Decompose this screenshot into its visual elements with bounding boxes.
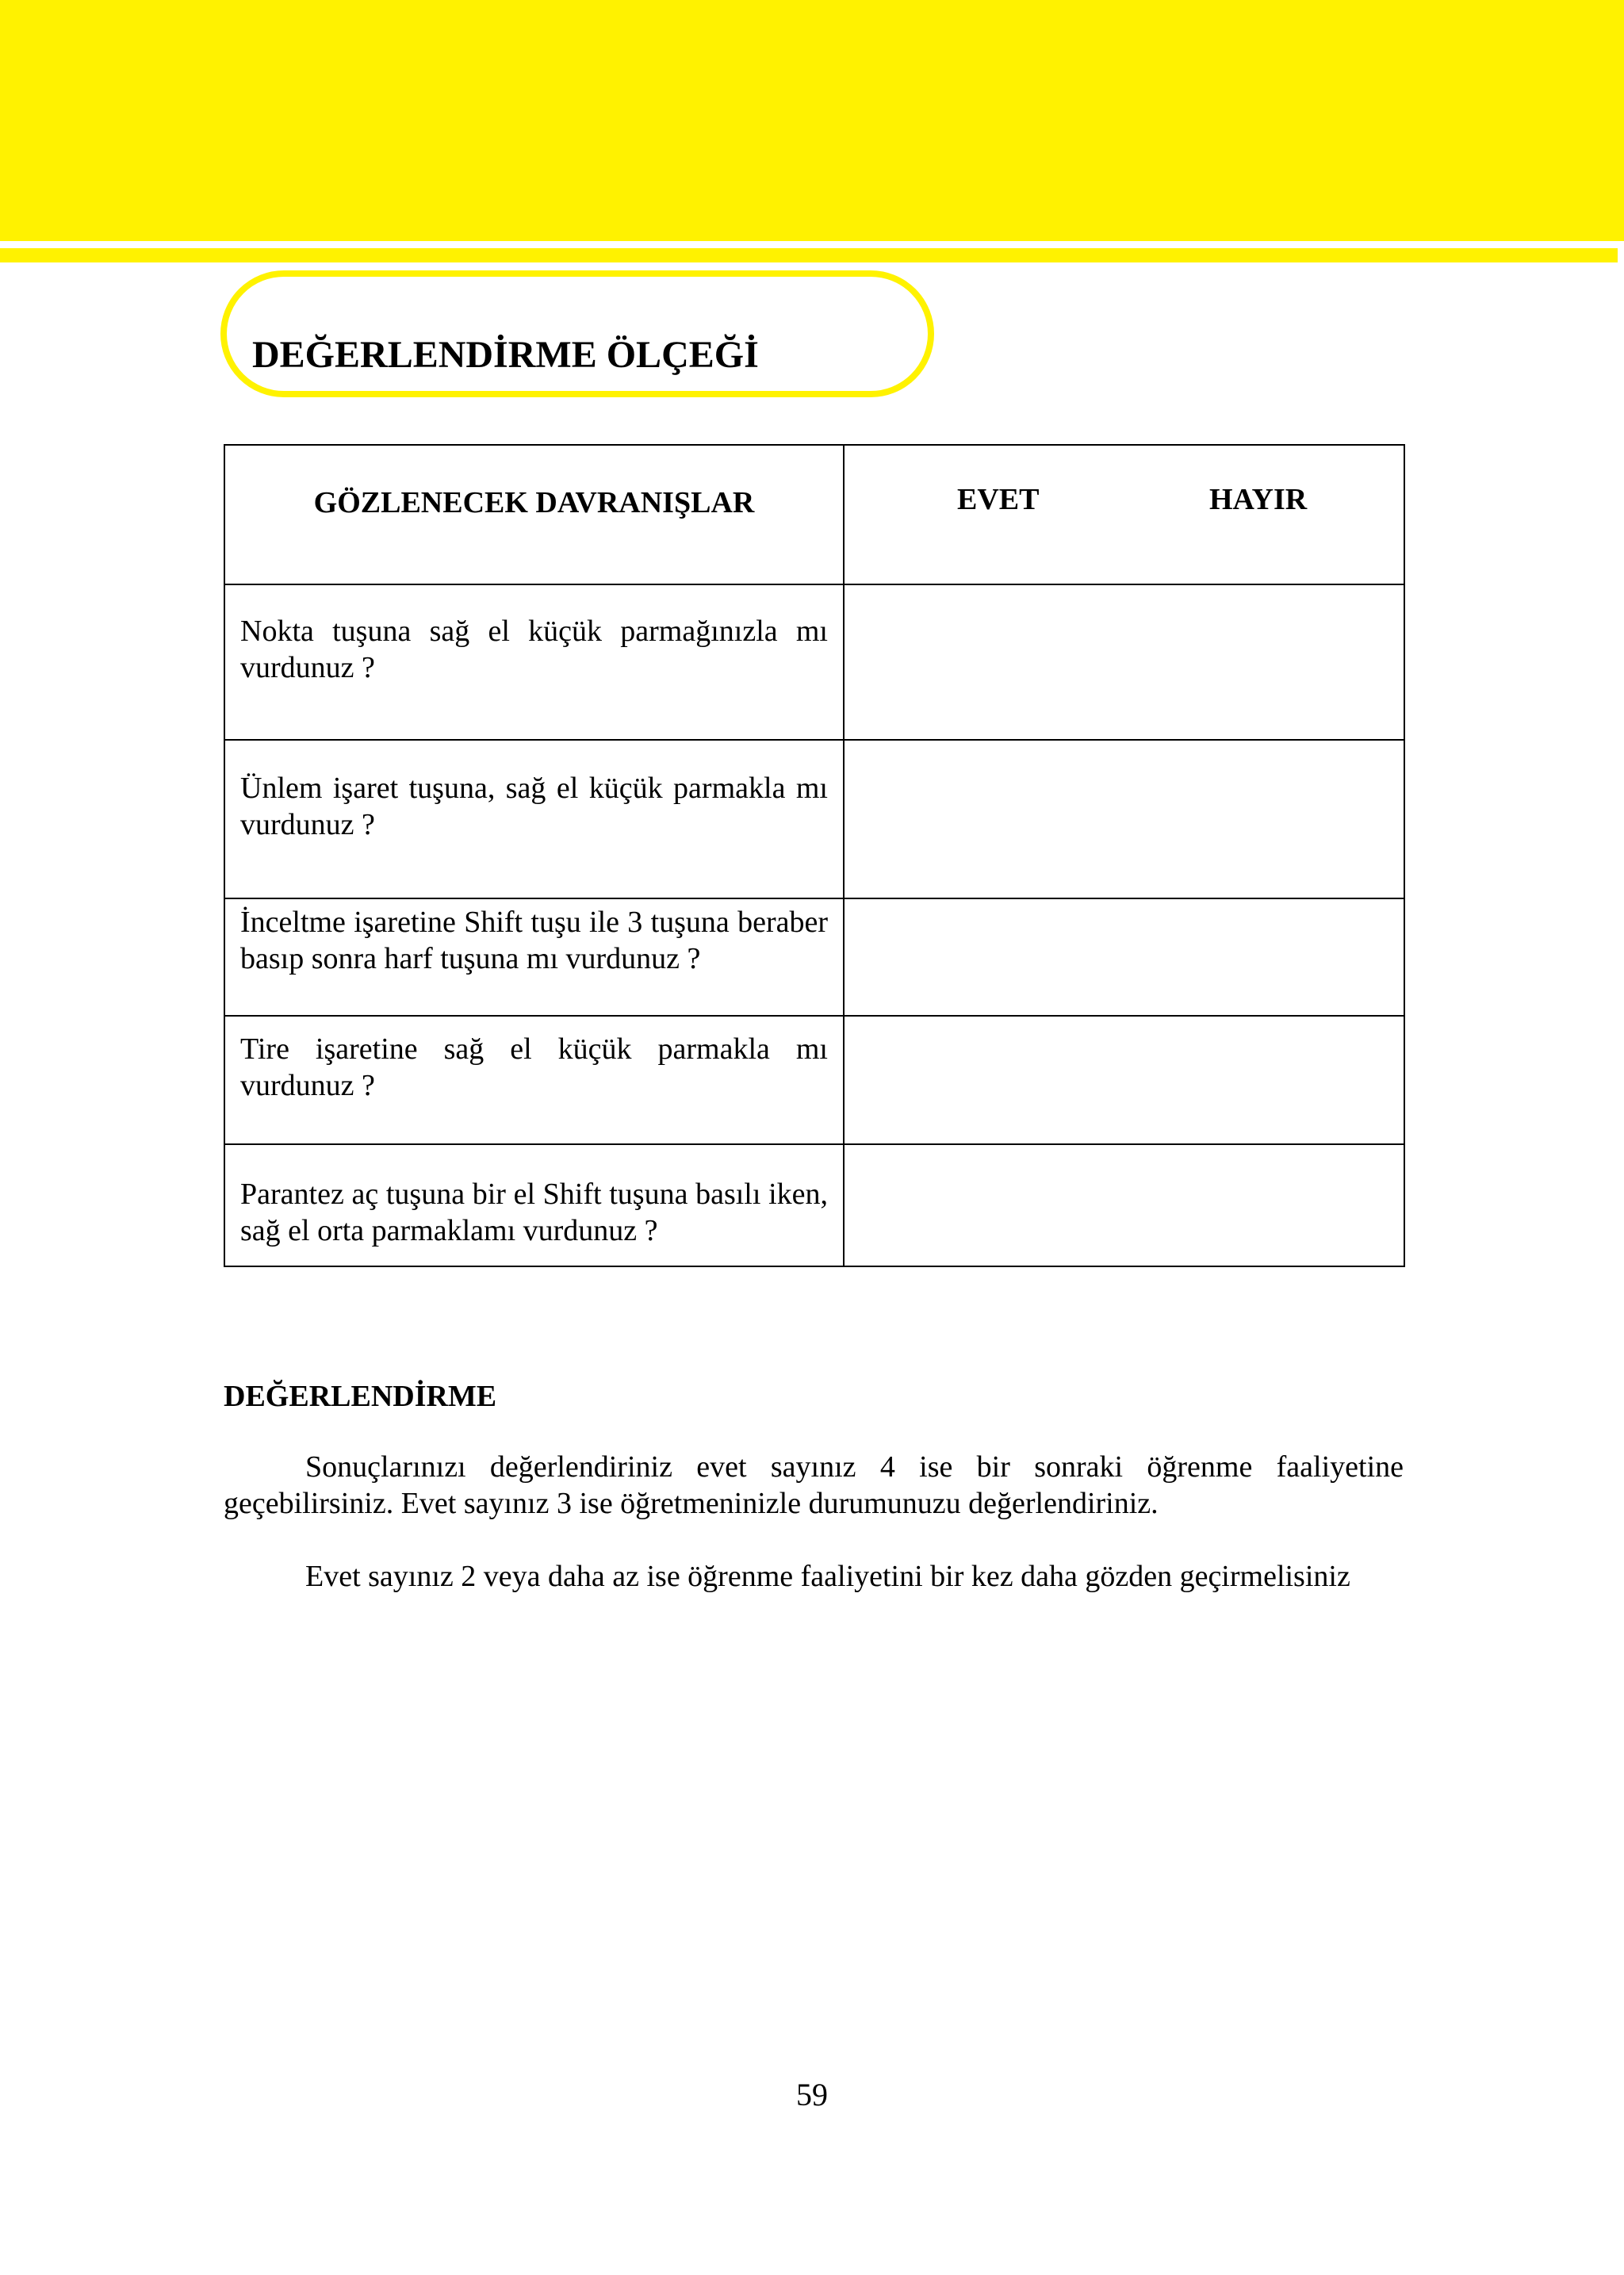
- table-row: [224, 1016, 1404, 1144]
- answer-cell[interactable]: [844, 584, 1404, 740]
- table-row: [224, 1144, 1404, 1266]
- question-cell: Nokta tuşuna sağ el küçük parmağınızla mı vurdunuz ?: [224, 584, 844, 740]
- header-yellow-stripe: [0, 248, 1618, 262]
- page-title: DEĞERLENDİRME ÖLÇEĞİ: [252, 334, 759, 376]
- question-cell: Parantez aç tuşuna bir el Shift tuşuna basılı iken, sağ el orta parmaklamı vurdunuz ?: [224, 1144, 844, 1266]
- header-yes: EVET: [957, 483, 1040, 516]
- table-row: [224, 740, 1404, 898]
- evaluation-paragraph: Evet sayınız 2 veya daha az ise öğrenme faaliyetini bir kez daha gözden geçirmelisiniz: [305, 1560, 1350, 1593]
- answer-cell[interactable]: [844, 740, 1404, 898]
- header-no: HAYIR: [1209, 483, 1308, 516]
- evaluation-scale-table: [224, 444, 1405, 1267]
- table-header-row: [224, 445, 1404, 584]
- question-cell: İnceltme işaretine Shift tuşu ile 3 tuşuna beraber basıp sonra harf tuşuna mı vurdunuz ?: [224, 898, 844, 1016]
- header-yellow-band: [0, 0, 1624, 241]
- page-number: 59: [796, 2077, 828, 2112]
- header-answer-cell: [844, 445, 1404, 584]
- evaluation-paragraph: Sonuçlarınızı değerlendiriniz evet sayınız 4 ise bir sonraki öğrenme faaliyetine geçebilirsiniz. Evet sayınız 3 ise öğretmeninizle durumunuzu değerlendiriniz.: [224, 1450, 1404, 1520]
- header-behaviors: GÖZLENECEK DAVRANIŞLAR: [224, 445, 844, 584]
- evaluation-heading: DEĞERLENDİRME: [224, 1380, 497, 1413]
- table-row: [224, 898, 1404, 1016]
- question-cell: Ünlem işaret tuşuna, sağ el küçük parmakla mı vurdunuz ?: [224, 740, 844, 898]
- question-cell: Tire işaretine sağ el küçük parmakla mı vurdunuz ?: [224, 1016, 844, 1144]
- answer-cell[interactable]: [844, 1016, 1404, 1144]
- answer-cell[interactable]: [844, 1144, 1404, 1266]
- table-row: [224, 584, 1404, 740]
- answer-cell[interactable]: [844, 898, 1404, 1016]
